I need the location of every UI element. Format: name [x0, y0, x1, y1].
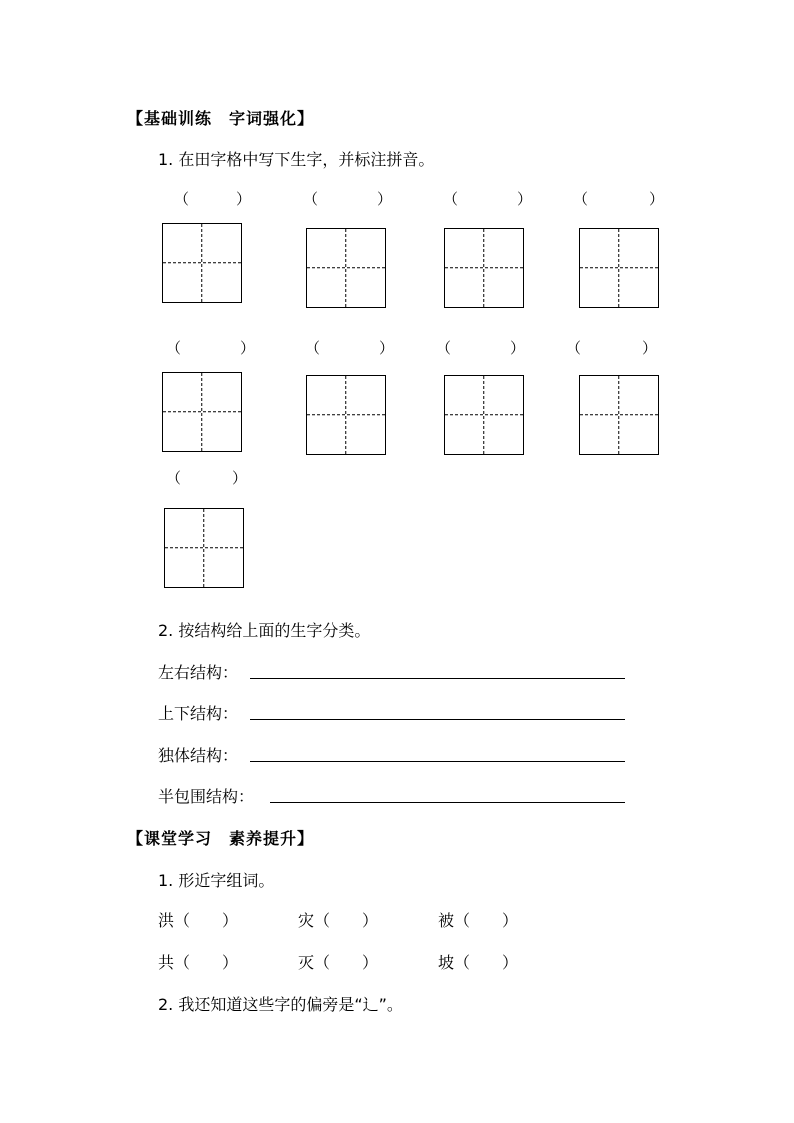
tianzige-grid[interactable] [444, 228, 524, 308]
word-zai[interactable]: 灾（ ） [298, 911, 379, 930]
answer-line-half-enclosed[interactable] [270, 802, 625, 803]
answer-line-top-bottom[interactable] [250, 719, 625, 720]
pinyin-paren[interactable]: （ ） [443, 190, 533, 208]
word-gong[interactable]: 共（ ） [158, 953, 239, 972]
tianzige-grid[interactable] [164, 508, 244, 588]
tianzige-grid[interactable] [579, 375, 659, 455]
question-1-instruction: 1. 在田字格中写下生字，并标注拼音。 [158, 150, 435, 169]
question-3-instruction: 1. 形近字组词。 [158, 871, 275, 890]
tianzige-grid[interactable] [162, 372, 242, 452]
structure-label-half-enclosed: 半包围结构： [158, 787, 255, 806]
pinyin-paren[interactable]: （ ） [166, 469, 248, 487]
pinyin-paren[interactable]: （ ） [573, 190, 665, 208]
tianzige-grid[interactable] [306, 228, 386, 308]
word-bei[interactable]: 被（ ） [438, 911, 519, 930]
tianzige-grid[interactable] [306, 375, 386, 455]
pinyin-paren[interactable]: （ ） [436, 339, 526, 357]
pinyin-paren[interactable]: （ ） [166, 339, 256, 357]
tianzige-grid[interactable] [162, 223, 242, 303]
pinyin-paren[interactable]: （ ） [303, 190, 393, 208]
pinyin-paren[interactable]: （ ） [305, 339, 395, 357]
section-title-basic: 【基础训练 字词强化】 [127, 109, 315, 128]
structure-label-top-bottom: 上下结构： [158, 704, 239, 723]
question-4-instruction: 2. 我还知道这些字的偏旁是“辶”。 [158, 995, 403, 1014]
section-title-classroom: 【课堂学习 素养提升】 [127, 829, 315, 848]
structure-label-single: 独体结构： [158, 746, 239, 765]
answer-line-left-right[interactable] [250, 678, 625, 679]
pinyin-paren[interactable]: （ ） [174, 190, 252, 208]
pinyin-paren[interactable]: （ ） [566, 339, 658, 357]
answer-line-single[interactable] [250, 761, 625, 762]
word-mie[interactable]: 灭（ ） [298, 953, 379, 972]
tianzige-grid[interactable] [444, 375, 524, 455]
question-2-instruction: 2. 按结构给上面的生字分类。 [158, 621, 371, 640]
structure-label-left-right: 左右结构： [158, 663, 239, 682]
word-po[interactable]: 坡（ ） [438, 953, 519, 972]
tianzige-grid[interactable] [579, 228, 659, 308]
word-hong[interactable]: 洪（ ） [158, 911, 239, 930]
